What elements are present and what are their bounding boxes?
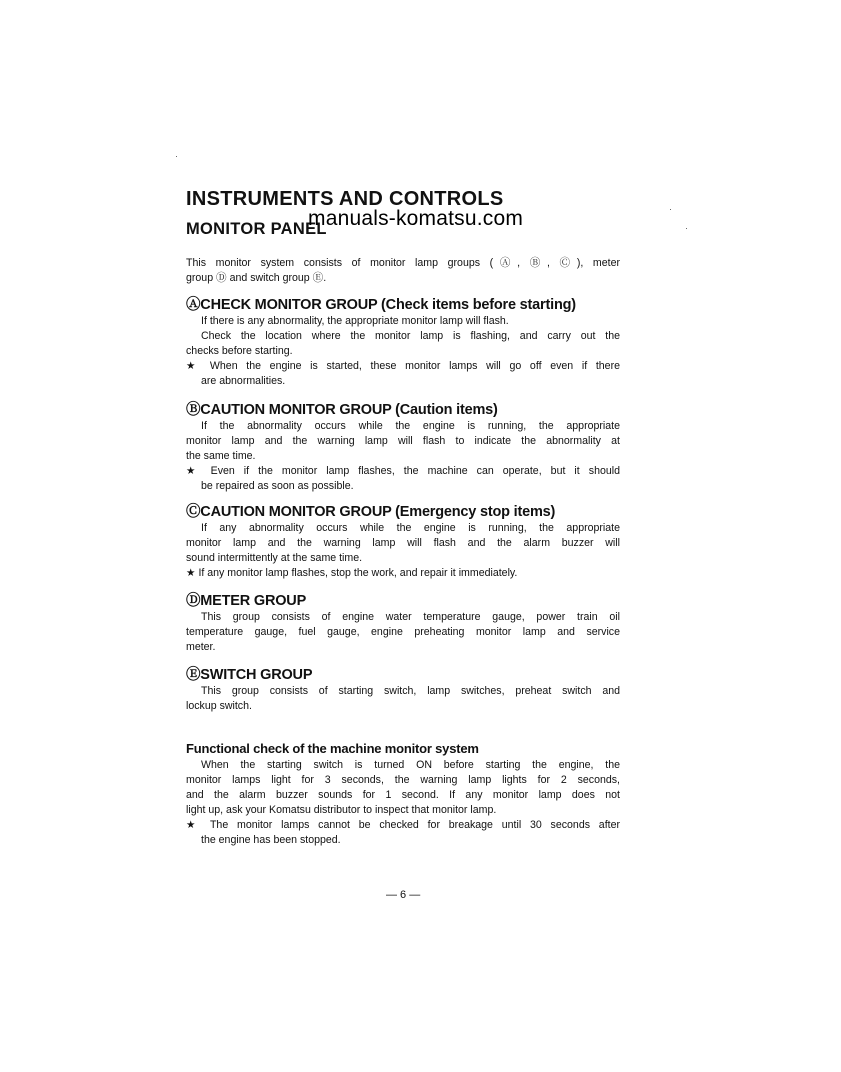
text-line: temperature gauge, fuel gauge, engine preheating monitor lamp and service xyxy=(186,626,620,638)
text-line: If there is any abnormality, the appropriate monitor lamp will flash. xyxy=(201,315,509,327)
text-line: meter. xyxy=(186,641,216,653)
section-switch-group xyxy=(186,666,620,714)
text-line: When the starting switch is turned ON before starting the engine, the xyxy=(201,759,620,771)
section-heading: ⒺSWITCH GROUP xyxy=(186,667,313,683)
section-heading: ⒷCAUTION MONITOR GROUP (Caution items) xyxy=(186,402,498,418)
text-line: the engine has been stopped. xyxy=(201,834,341,846)
text-line: are abnormalities. xyxy=(201,375,286,387)
text-line: This group consists of starting switch, lamp switches, preheat switch and xyxy=(201,685,620,697)
text-line: checks before starting. xyxy=(186,345,293,357)
text-line: This monitor system consists of monitor lamp groups (Ⓐ, Ⓑ, Ⓒ), meter xyxy=(186,257,620,269)
text-line: lockup switch. xyxy=(186,700,252,712)
text-line: the same time. xyxy=(186,450,256,462)
text-line: monitor lamp and the warning lamp will flash and the alarm buzzer will xyxy=(186,537,620,549)
text-line: ★ Even if the monitor lamp flashes, the machine can operate, but it should xyxy=(186,465,620,477)
text-line: and the alarm buzzer sounds for 1 second. If any monitor lamp does not xyxy=(186,789,620,801)
page-title: INSTRUMENTS AND CONTROLS xyxy=(186,188,504,210)
section-title: MONITOR PANEL xyxy=(186,220,327,238)
section-functional-check xyxy=(186,740,620,848)
section-emergency-stop-group xyxy=(186,503,620,581)
scan-speck xyxy=(686,228,687,229)
section-heading: ⒸCAUTION MONITOR GROUP (Emergency stop items) xyxy=(186,504,556,520)
section-heading: ⒹMETER GROUP xyxy=(186,593,307,609)
section-heading: ⒶCHECK MONITOR GROUP (Check items before starting) xyxy=(186,297,576,313)
text-line: Check the location where the monitor lamp is flashing, and carry out the xyxy=(201,330,620,342)
text-line: ★ The monitor lamps cannot be checked for breakage until 30 seconds after xyxy=(186,819,620,831)
text-line: be repaired as soon as possible. xyxy=(201,480,354,492)
text-line: If any abnormality occurs while the engine is running, the appropriate xyxy=(201,522,620,534)
section-heading: Functional check of the machine monitor system xyxy=(186,741,479,756)
text-line: This group consists of engine water temperature gauge, power train oil xyxy=(201,611,620,623)
text-line: light up, ask your Komatsu distributor to inspect that monitor lamp. xyxy=(186,804,497,816)
section-caution-monitor-group xyxy=(186,401,620,494)
section-intro xyxy=(186,256,620,286)
watermark: manuals-komatsu.com xyxy=(308,207,524,230)
section-meter-group xyxy=(186,592,620,655)
text-line: If the abnormality occurs while the engine is running, the appropriate xyxy=(201,420,620,432)
text-line: monitor lamps light for 3 seconds, the warning lamp lights for 2 seconds, xyxy=(186,774,620,786)
section-check-monitor-group xyxy=(186,296,620,389)
text-line: sound intermittently at the same time. xyxy=(186,552,363,564)
text-line: group Ⓓ and switch group Ⓔ. xyxy=(186,272,327,284)
text-line: ★ When the engine is started, these monitor lamps will go off even if there xyxy=(186,360,620,372)
scan-speck xyxy=(176,156,177,157)
scan-speck xyxy=(670,209,671,210)
page-number: — 6 — xyxy=(386,889,421,901)
text-line: monitor lamp and the warning lamp will flash to indicate the abnormality at xyxy=(186,435,620,447)
text-line: ★ If any monitor lamp flashes, stop the work, and repair it immediately. xyxy=(186,567,518,579)
